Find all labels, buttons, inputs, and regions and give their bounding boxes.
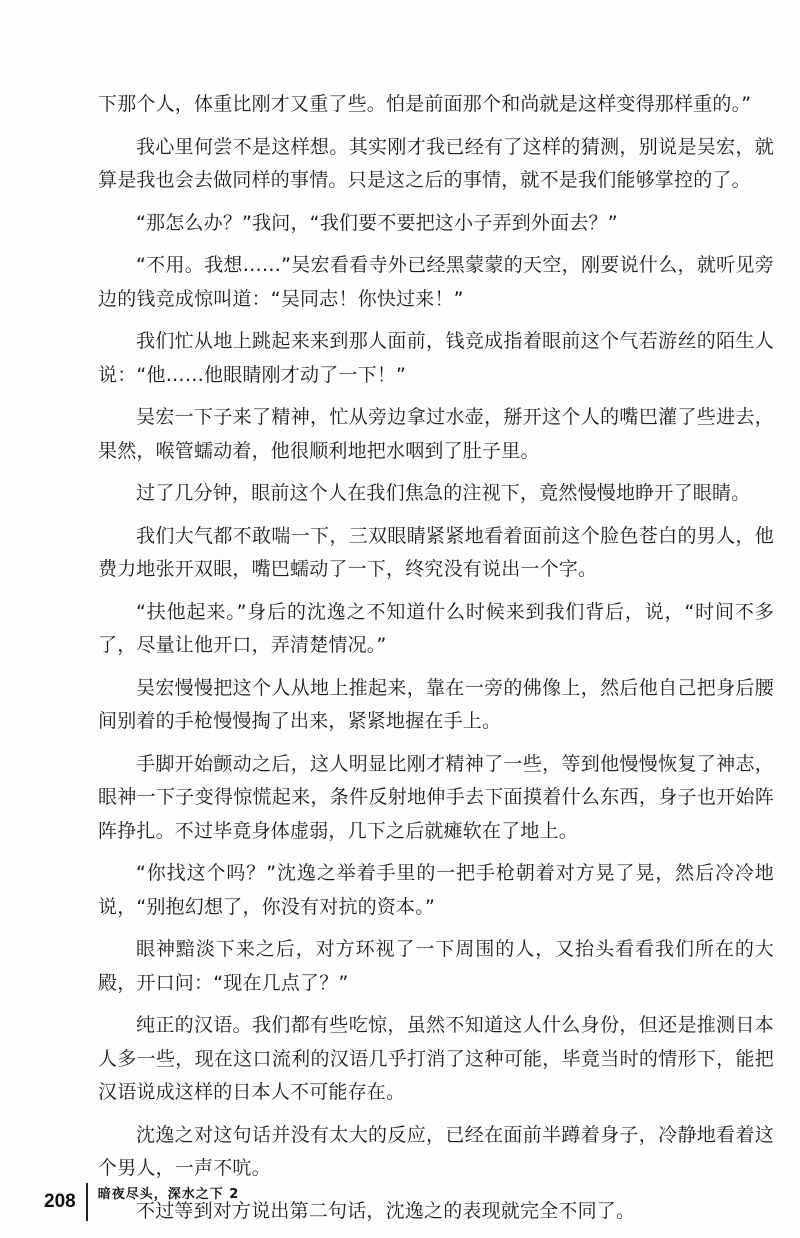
- page-number: 208: [44, 1191, 76, 1212]
- paragraph: 手脚开始颤动之后，这人明显比刚才精神了一些，等到他慢慢恢复了神志，眼神一下子变得惊慌起来，条件反射地伸手去下面摸着什么东西，身子也开始阵阵挣扎。不过毕竟身体虚弱，几下之后就瘫软在了地上。: [98, 752, 774, 842]
- paragraph: 我心里何尝不是这样想。其实刚才我已经有了这样的猜测，别说是吴宏，就算是我也会去做同样的事情。只是这之后的事情，就不是我们能够掌控的了。: [98, 135, 774, 191]
- paragraph: 不过等到对方说出第二句话，沈逸之的表现就完全不同了。: [136, 1199, 636, 1222]
- paragraph: “不用。我想……”吴宏看看寺外已经黑蒙蒙的天空，刚要说什么，就听见旁边的钱竞成惊叫道：“吴同志！你快过来！”: [98, 254, 774, 310]
- paragraph: 吴宏慢慢把这个人从地上推起来，靠在一旁的佛像上，然后他自己把身后腰间别着的手枪慢慢掏了出来，紧紧地握在手上。: [98, 676, 774, 732]
- paragraph: 吴宏一下子来了精神，忙从旁边拿过水壶，掰开这个人的嘴巴灌了些进去，果然，喉管蠕动着，他很顺利地把水咽到了肚子里。: [98, 406, 774, 462]
- running-title: 暗夜尽头，深水之下 2: [97, 1186, 240, 1202]
- paragraph: 纯正的汉语。我们都有些吃惊，虽然不知道这人什么身份，但还是推测日本人多一些，现在这口流利的汉语几乎打消了这种可能，毕竟当时的情形下，能把汉语说成这样的日本人不可能存在。: [98, 1014, 774, 1103]
- paragraph: 过了几分钟，眼前这个人在我们焦急的注视下，竟然慢慢地睁开了眼睛。: [136, 482, 751, 504]
- paragraph: 眼神黯淡下来之后，对方环视了一下周围的人，又抬头看看我们所在的大殿，开口问：“现在几点了？”: [98, 938, 774, 994]
- paragraph: 下那个人，体重比刚才又重了些。怕是前面那个和尚就是这样变得那样重的。”: [98, 93, 752, 115]
- footer-divider: [86, 1183, 88, 1221]
- paragraph: 我们大气都不敢喘一下，三双眼睛紧紧地看着面前这个脸色苍白的男人，他费力地张开双眼，嘴巴蠕动了一下，终究没有说出一个字。: [98, 524, 774, 580]
- paragraph: 沈逸之对这句话并没有太大的反应，已经在面前半蹲着身子，冷静地看着这个男人，一声不吭。: [98, 1123, 774, 1179]
- paragraph: “扶他起来。”身后的沈逸之不知道什么时候来到我们背后，说，“时间不多了，尽量让他开口，弄清楚情况。”: [98, 600, 774, 656]
- paragraph: “那怎么办？”我问，“我们要不要把这小子弄到外面去？”: [136, 211, 618, 234]
- paragraph: 我们忙从地上跳起来来到那人面前，钱竞成指着眼前这个气若游丝的陌生人说：“他……他眼睛刚才动了一下！”: [98, 330, 774, 386]
- body-text: [98, 88, 774, 1237]
- paragraph: “你找这个吗？”沈逸之举着手里的一把手枪朝着对方晃了晃，然后冷冷地说，“别抱幻想了，你没有对抗的资本。”: [98, 862, 774, 918]
- page-footer: [44, 1182, 239, 1222]
